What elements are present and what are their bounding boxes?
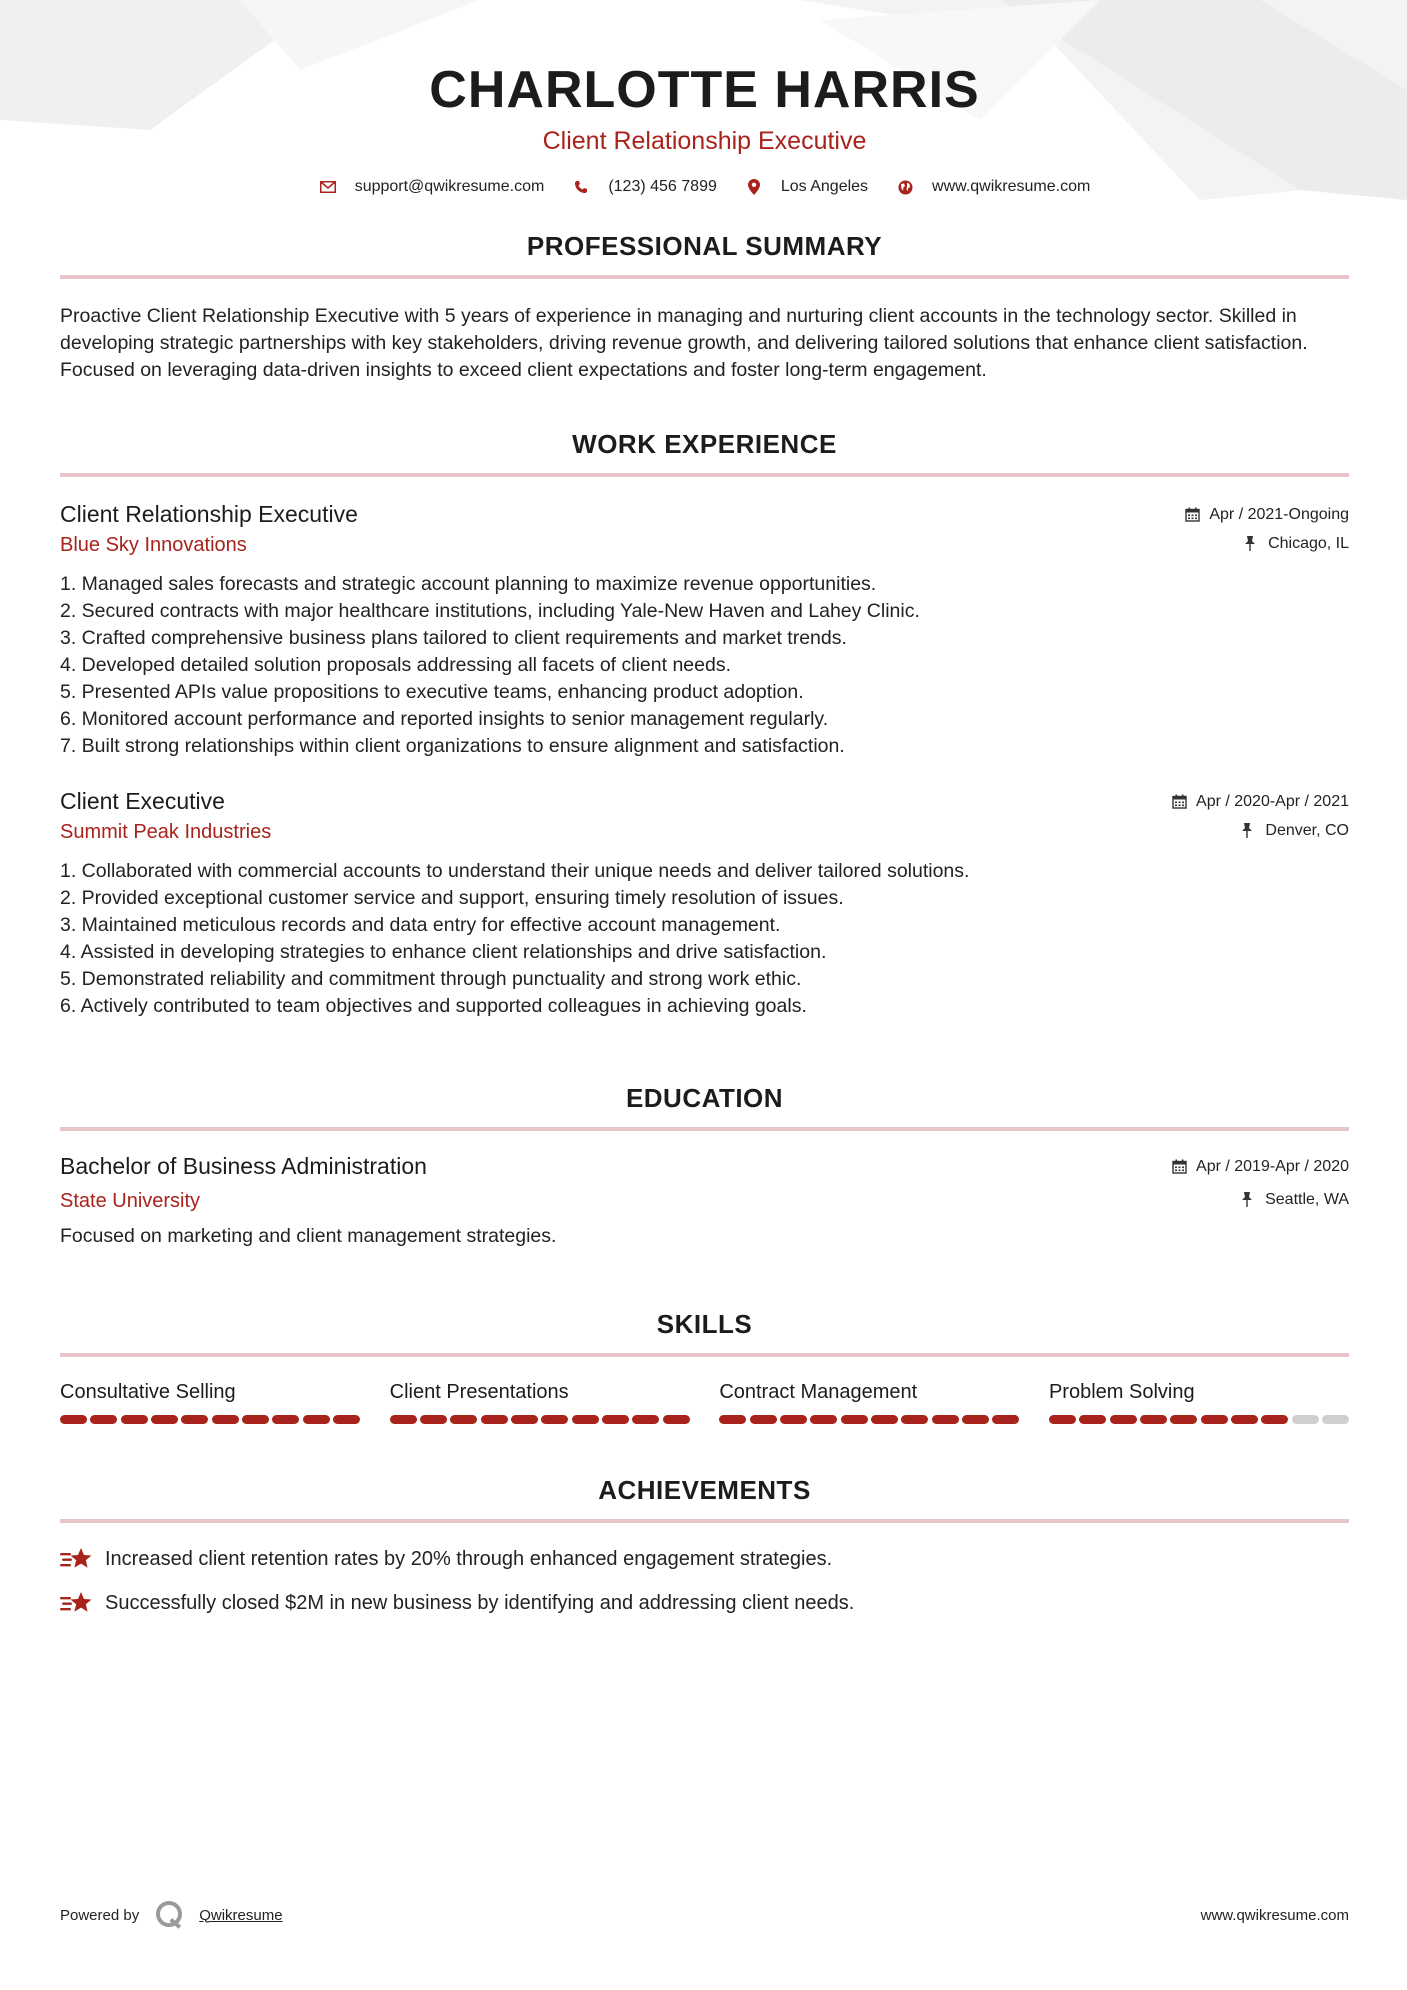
summary-section [60, 230, 1349, 384]
email-text: support@qwikresume.com [354, 178, 545, 195]
skill-level-bar [60, 1415, 360, 1424]
brand-link[interactable]: Qwikresume [199, 1906, 283, 1924]
envelope-icon [319, 178, 337, 196]
shooting-star-icon [60, 1545, 94, 1573]
summary-text: Proactive Client Relationship Executive with 5 years of experience in managing and nurturing client accounts in the technology sector. Skilled in developing strategic partnerships with key stakeholders, driving revenue growth, and delivering tailored solutions that enhance client satisfaction. Focused on leveraging data-driven insights to exceed client expectations and foster long-term engagement. [60, 305, 1308, 381]
skill-item [390, 1379, 690, 1424]
skill-dash-filled [212, 1415, 239, 1424]
education-dates-text: Apr / 2019-Apr / 2020 [1196, 1157, 1349, 1175]
skill-dash-filled [60, 1415, 87, 1424]
section-divider [60, 275, 1349, 279]
skill-dash-filled [992, 1415, 1019, 1424]
skill-dash-filled [719, 1415, 746, 1424]
shooting-star-icon [60, 1589, 94, 1617]
section-divider [60, 1353, 1349, 1357]
contact-email[interactable] [319, 178, 545, 196]
list-item: 7. Built strong relationships within client organizations to ensure alignment and satisfaction. [60, 735, 845, 757]
skill-name: Client Presentations [389, 1381, 569, 1403]
candidate-title: Client Relationship Executive [542, 127, 867, 155]
skills-grid [60, 1379, 1349, 1424]
skill-dash-filled [541, 1415, 568, 1424]
job-entry [60, 499, 1349, 760]
list-item: 6. Monitored account performance and reported insights to senior management regularly. [60, 708, 829, 730]
achievement-text: Successfully closed $2M in new business by identifying and addressing client needs. [105, 1592, 855, 1614]
contact-phone[interactable] [572, 178, 717, 196]
skill-level-bar [719, 1415, 1019, 1424]
skill-item [1049, 1379, 1349, 1424]
skill-dash-filled [572, 1415, 599, 1424]
education-location [1241, 1191, 1349, 1209]
job-location [1241, 822, 1349, 840]
skill-dash-filled [121, 1415, 148, 1424]
degree-title: Bachelor of Business Administration [60, 1153, 427, 1179]
achievement-item [60, 1545, 1349, 1573]
summary-heading: PROFESSIONAL SUMMARY [526, 231, 883, 261]
job-location [1244, 535, 1349, 553]
skill-dash-filled [390, 1415, 417, 1424]
achievement-item [60, 1589, 1349, 1617]
skill-level-bar [390, 1415, 690, 1424]
skill-dash-filled [242, 1415, 269, 1424]
skill-dash-filled [1140, 1415, 1167, 1424]
skill-dash-filled [151, 1415, 178, 1424]
list-item: 4. Developed detailed solution proposals addressing all facets of client needs. [60, 654, 732, 676]
page-footer [60, 1900, 1349, 1930]
pushpin-icon [1244, 536, 1260, 552]
list-item: 5. Presented APIs value propositions to executive teams, enhancing product adoption. [60, 681, 804, 703]
job-dates-text: Apr / 2020-Apr / 2021 [1196, 792, 1349, 810]
skill-dash-filled [333, 1415, 360, 1424]
skill-dash-filled [962, 1415, 989, 1424]
education-description: Focused on marketing and client management strategies. [60, 1225, 557, 1247]
skills-section [60, 1308, 1349, 1424]
skill-item [60, 1379, 360, 1424]
list-item: 3. Maintained meticulous records and data entry for effective account management. [60, 914, 781, 936]
skill-item [719, 1379, 1019, 1424]
skill-dash-filled [1231, 1415, 1258, 1424]
list-item: 3. Crafted comprehensive business plans tailored to client requirements and market trends. [60, 627, 847, 649]
section-divider [60, 1127, 1349, 1131]
skill-name: Problem Solving [1048, 1381, 1195, 1403]
achievement-list [60, 1545, 1349, 1617]
skill-dash-filled [841, 1415, 868, 1424]
location-text: Los Angeles [780, 178, 869, 195]
skill-dash-empty [1292, 1415, 1319, 1424]
skill-name: Contract Management [719, 1381, 918, 1403]
experience-heading: WORK EXPERIENCE [572, 429, 837, 459]
company-name: Blue Sky Innovations [60, 534, 247, 556]
education-dates [1172, 1158, 1349, 1176]
pushpin-icon [1241, 823, 1257, 839]
contact-website[interactable] [896, 178, 1090, 196]
skill-level-bar [1049, 1415, 1349, 1424]
job-dates [1185, 506, 1349, 524]
powered-by-label: Powered by [60, 1906, 140, 1924]
skills-heading: SKILLS [656, 1309, 753, 1339]
map-pin-icon [745, 178, 763, 196]
skill-dash-filled [511, 1415, 538, 1424]
phone-icon [572, 178, 590, 196]
pushpin-icon [1241, 1192, 1257, 1208]
skill-dash-filled [1261, 1415, 1288, 1424]
list-item: 2. Provided exceptional customer service and support, ensuring timely resolution of issues. [60, 887, 844, 909]
school-name: State University [60, 1190, 201, 1212]
list-item: 6. Actively contributed to team objectives and supported colleagues in achieving goals. [60, 995, 807, 1017]
skill-dash-filled [1201, 1415, 1228, 1424]
skill-dash-filled [181, 1415, 208, 1424]
education-heading: EDUCATION [625, 1083, 784, 1113]
section-divider [60, 473, 1349, 477]
skill-dash-filled [1110, 1415, 1137, 1424]
resume-content [60, 0, 1349, 1633]
list-item: 4. Assisted in developing strategies to enhance client relationships and drive satisfaction. [60, 941, 827, 963]
job-entry [60, 786, 1349, 1020]
skill-dash-filled [871, 1415, 898, 1424]
experience-section [60, 428, 1349, 1020]
job-dates-text: Apr / 2021-Ongoing [1209, 505, 1349, 523]
calendar-icon [1172, 794, 1188, 810]
job-dates [1172, 793, 1349, 811]
resume-header [60, 0, 1349, 196]
achievement-text: Increased client retention rates by 20% through enhanced engagement strategies. [105, 1548, 833, 1570]
job-location-text: Denver, CO [1265, 821, 1349, 839]
globe-icon [896, 178, 914, 196]
skill-dash-filled [810, 1415, 837, 1424]
skill-dash-empty [1322, 1415, 1349, 1424]
calendar-icon [1185, 507, 1201, 523]
skill-dash-filled [632, 1415, 659, 1424]
skill-dash-filled [932, 1415, 959, 1424]
skill-dash-filled [1170, 1415, 1197, 1424]
footer-website[interactable]: www.qwikresume.com [1200, 1906, 1349, 1924]
skill-dash-filled [450, 1415, 477, 1424]
skill-name: Consultative Selling [60, 1381, 236, 1403]
skill-dash-filled [901, 1415, 928, 1424]
skill-dash-filled [272, 1415, 299, 1424]
education-section [60, 1082, 1349, 1250]
skill-dash-filled [1049, 1415, 1076, 1424]
section-divider [60, 1519, 1349, 1523]
education-location-text: Seattle, WA [1265, 1190, 1349, 1208]
achievements-section [60, 1474, 1349, 1617]
list-item: 5. Demonstrated reliability and commitment through punctuality and strong work ethic. [60, 968, 802, 990]
duty-list [60, 858, 1349, 1020]
list-item: 2. Secured contracts with major healthcare institutions, including Yale-New Haven and Lahey Clinic. [60, 600, 920, 622]
skill-dash-filled [750, 1415, 777, 1424]
candidate-name: CHARLOTTE HARRIS [429, 61, 980, 119]
skill-dash-filled [303, 1415, 330, 1424]
skill-dash-filled [90, 1415, 117, 1424]
calendar-icon [1172, 1159, 1188, 1175]
skill-dash-filled [481, 1415, 508, 1424]
skill-dash-filled [602, 1415, 629, 1424]
qwikresume-logo-icon [155, 1900, 185, 1930]
list-item: 1. Collaborated with commercial accounts to understand their unique needs and deliver tailored solutions. [60, 860, 970, 882]
skill-dash-filled [780, 1415, 807, 1424]
powered-by [60, 1900, 283, 1930]
job-title: Client Executive [60, 788, 225, 814]
website-text: www.qwikresume.com [932, 178, 1091, 195]
list-item: 1. Managed sales forecasts and strategic account planning to maximize revenue opportunities. [60, 573, 877, 595]
company-name: Summit Peak Industries [60, 821, 272, 843]
education-entry [60, 1151, 1349, 1250]
skill-dash-filled [1079, 1415, 1106, 1424]
duty-list [60, 571, 1349, 760]
achievements-heading: ACHIEVEMENTS [598, 1475, 811, 1505]
job-title: Client Relationship Executive [60, 501, 358, 527]
contact-bar [60, 178, 1349, 196]
phone-text: (123) 456 7899 [608, 178, 717, 195]
job-location-text: Chicago, IL [1268, 534, 1349, 552]
skill-dash-filled [663, 1415, 690, 1424]
contact-location [745, 178, 868, 196]
skill-dash-filled [420, 1415, 447, 1424]
